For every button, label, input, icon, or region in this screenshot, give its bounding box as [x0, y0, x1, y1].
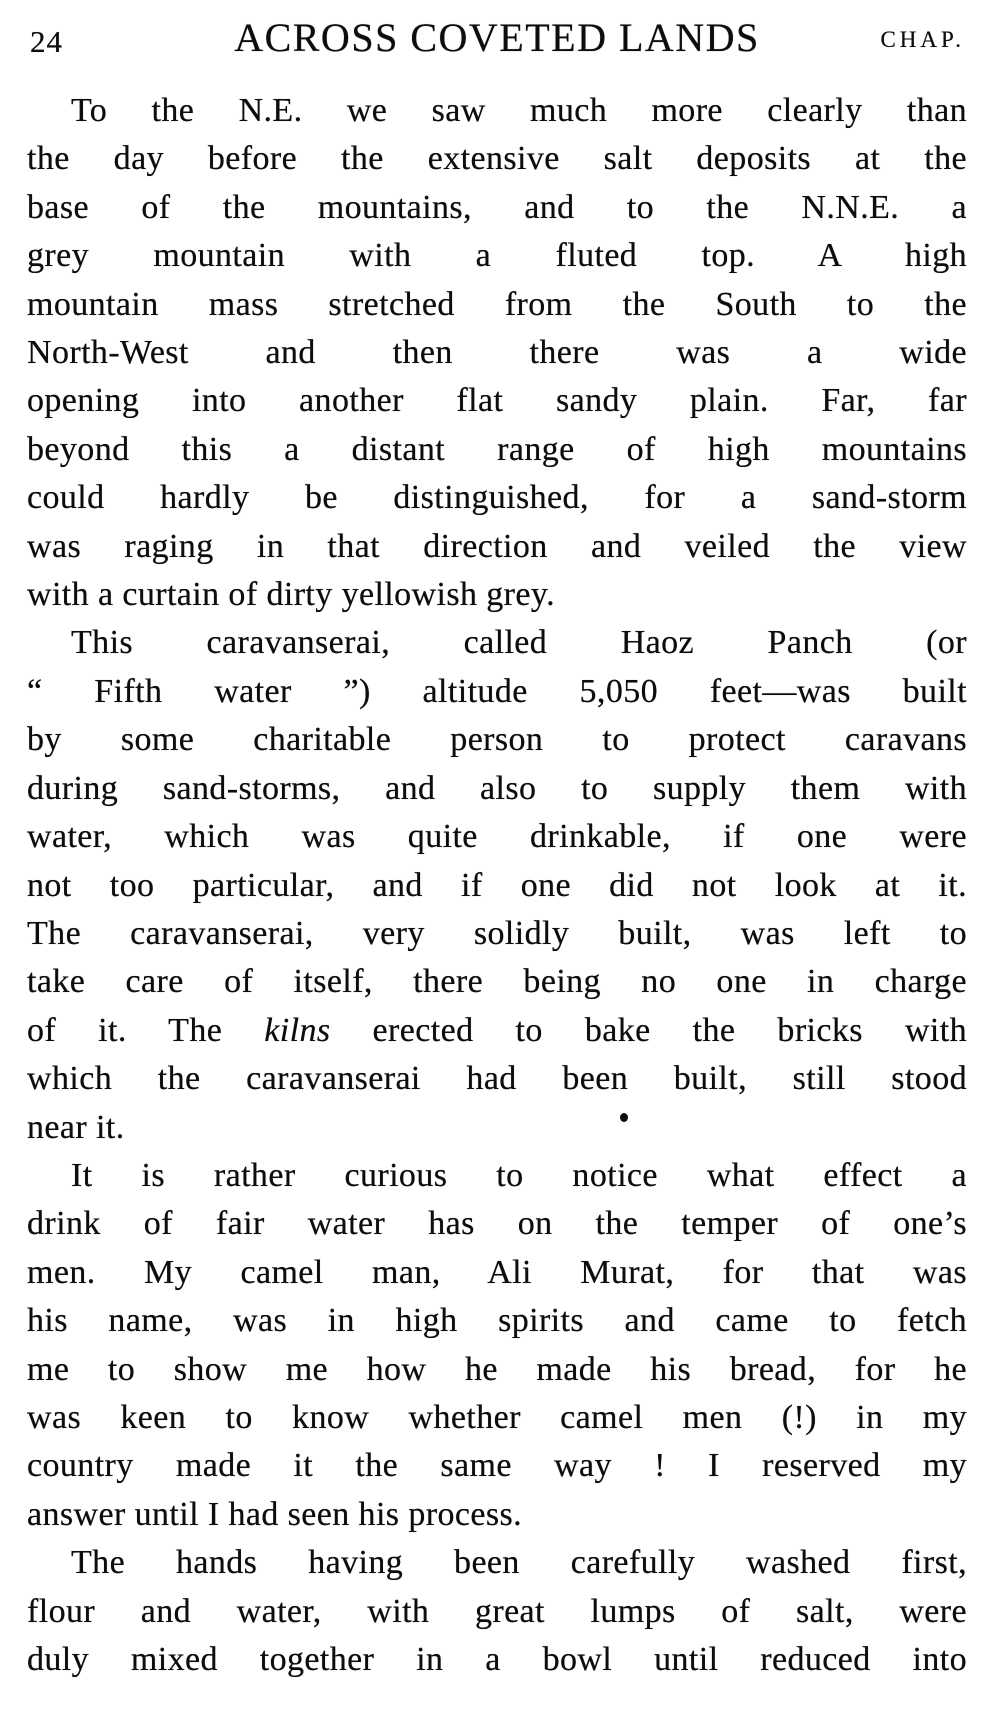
text-line: which the caravanserai had been built, still stood [27, 1060, 967, 1098]
text-line: me to show me how he made his bread, for he [27, 1350, 967, 1388]
text-line: of it. The kilns erected to bake the bricks with [27, 1011, 967, 1049]
text-line: The caravanserai, very solidly built, was left to [27, 914, 967, 952]
text-line: answer until I had seen his process. [27, 1495, 522, 1533]
text-line: beyond this a distant range of high mountains [27, 430, 967, 468]
text-line: North-West and then there was a wide [27, 334, 967, 372]
paragraph-2 [27, 619, 967, 1151]
text-line: The hands having been carefully washed first, [71, 1544, 967, 1582]
text-line: mountain mass stretched from the South to the [27, 285, 967, 323]
text-line: with a curtain of dirty yellowish grey. [27, 576, 555, 614]
text-line: drink of fair water has on the temper of one’s [27, 1205, 967, 1243]
text-line: men. My camel man, Ali Murat, for that was [27, 1253, 967, 1291]
text-line: duly mixed together in a bowl until reduced into [27, 1641, 967, 1678]
text-line: by some charitable person to protect caravans [27, 721, 967, 759]
paragraph-1 [27, 87, 967, 619]
text-line: “ Fifth water ”) altitude 5,050 feet—was built [27, 672, 967, 710]
text-line: the day before the extensive salt deposits at the [27, 140, 967, 178]
page-number: 24 [30, 24, 63, 59]
text-line: not too particular, and if one did not look at it. [27, 866, 967, 904]
text-line: was raging in that direction and veiled the view [27, 527, 967, 565]
text-line: take care of itself, there being no one in charge [27, 963, 967, 1001]
text-line: It is rather curious to notice what effect a [71, 1156, 967, 1194]
text-line: country made it the same way ! I reserved my [27, 1447, 967, 1485]
italic-text: kilns [264, 1011, 331, 1049]
text-line: base of the mountains, and to the N.N.E. a [27, 188, 967, 226]
running-header [27, 8, 967, 62]
paragraph-4 [27, 1539, 967, 1684]
text-line: during sand-storms, and also to supply them with [27, 769, 967, 807]
chapter-label: CHAP. [880, 27, 965, 52]
text-line: could hardly be distinguished, for a sand-storm [27, 479, 967, 517]
text-line: water, which was quite drinkable, if one were [27, 818, 967, 856]
text-line: his name, was in high spirits and came to fetch [27, 1302, 967, 1340]
text-line: near it. [27, 1108, 125, 1146]
text-line: flour and water, with great lumps of salt, were [27, 1592, 967, 1630]
page-body-text [27, 87, 967, 1684]
text-line: This caravanserai, called Haoz Panch (or [71, 624, 967, 662]
running-title: ACROSS COVETED LANDS [234, 15, 760, 60]
text-line: To the N.E. we saw much more clearly than [71, 92, 967, 129]
text-line: was keen to know whether camel men (!) in my [27, 1398, 967, 1436]
ink-spot [620, 1113, 628, 1122]
text-line: grey mountain with a fluted top. A high [27, 237, 967, 275]
paragraph-3 [27, 1152, 967, 1539]
text-line: opening into another flat sandy plain. Far, far [27, 382, 967, 420]
